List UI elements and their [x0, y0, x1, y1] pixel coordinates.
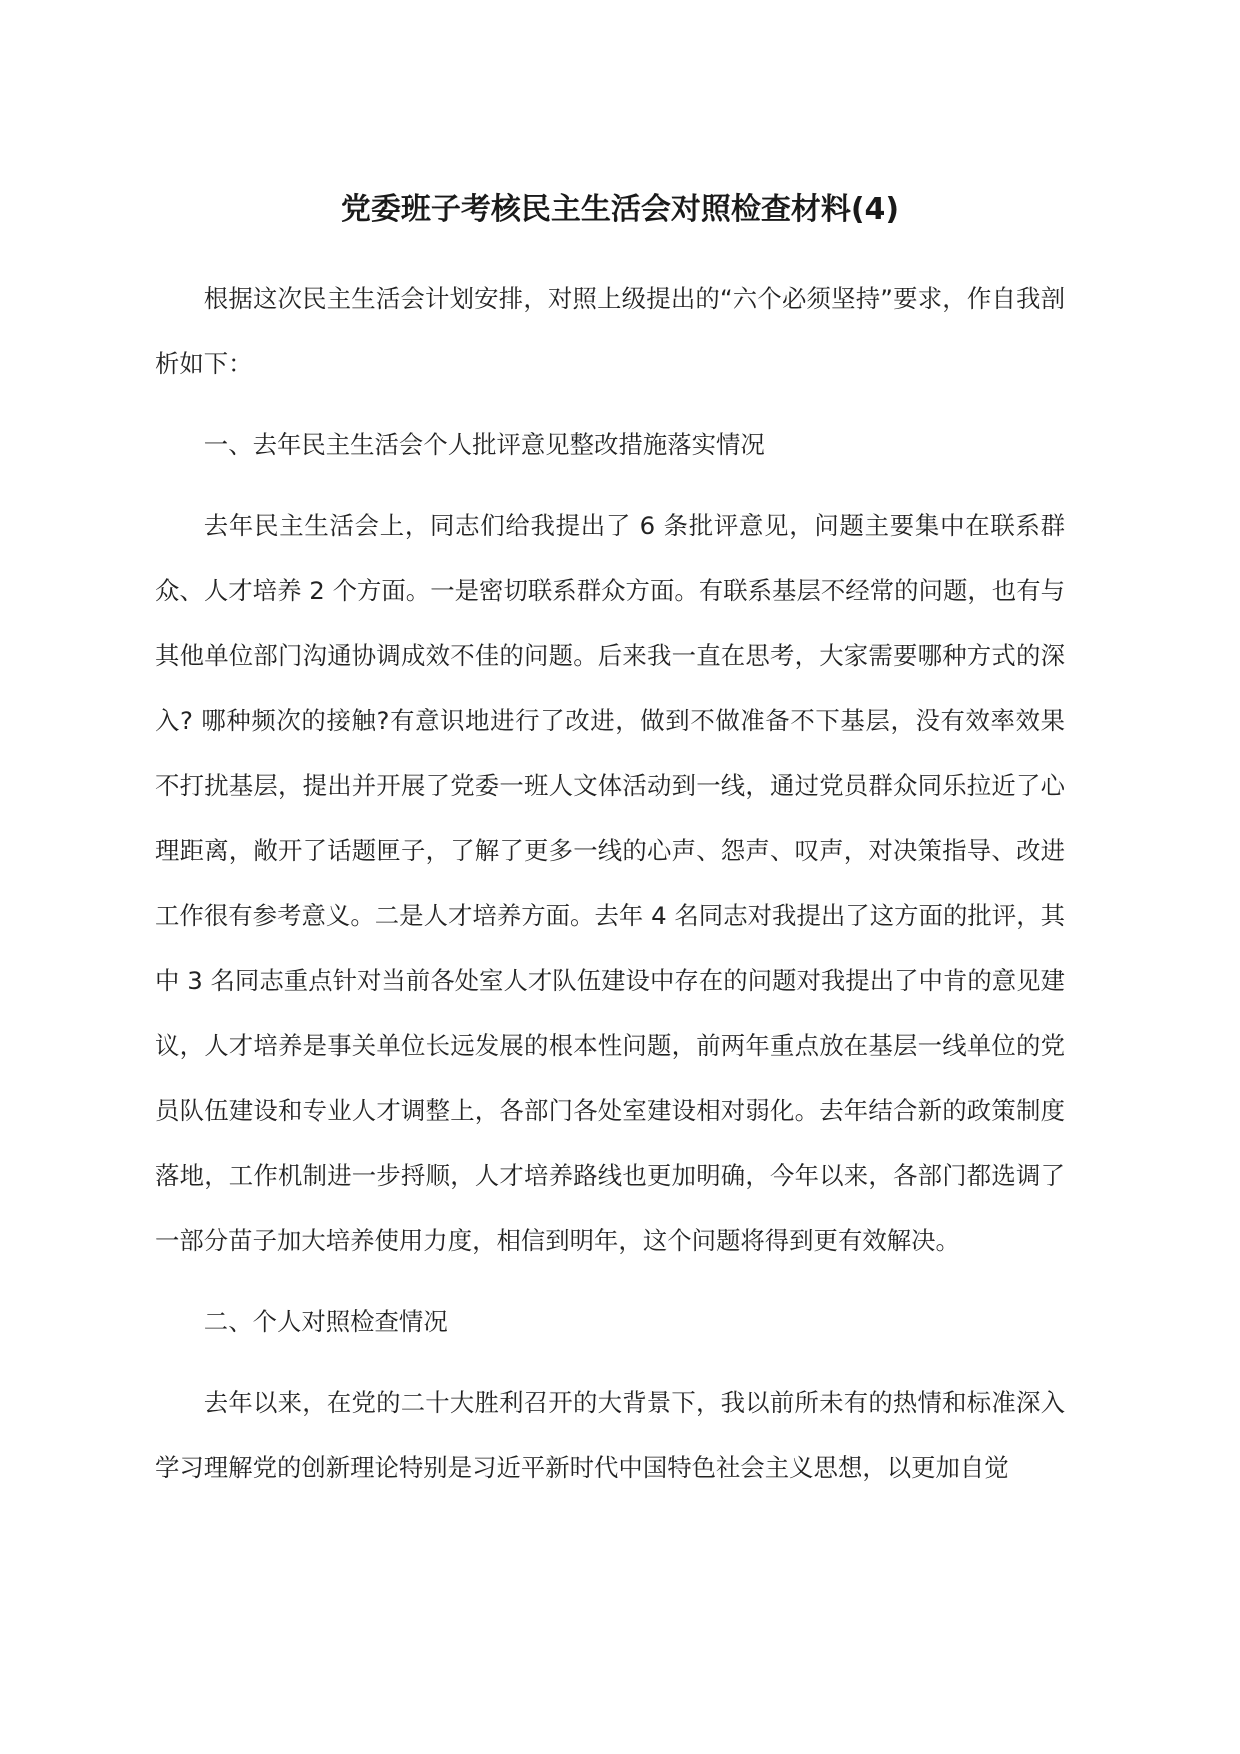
section-heading-1: 一、去年民主生活会个人批评意见整改措施落实情况 [203, 430, 765, 459]
section-1-paragraph: 去年民主生活会上，同志们给我提出了 6 条批评意见，问题主要集中在联系群众、人才培养 2 个方面。一是密切联系群众方面。有联系基层不经常的问题，也有与其他单位部门沟通协调成效不佳的问题。后来我一直在思考，大家需要哪种方式的深入? 哪种频次的接触?有意识地进行了改进，做到不做准备不下基层，没有效率效果不打扰基层，提出并开展了党委一班人文体活动到一线，通过党员群众同乐拉近了心理距离，敞开了话题匣子，了解了更多一线的心声、怨声、叹声，对决策指导、改进工作很有参考意义。二是人才培养方面。去年 4 名同志对我提出了这方面的批评，其中 3 名同志重点针对当前各处室人才队伍建设中存在的问题对我提出了中肯的意见建议，人才培养是事关单位长远发展的根本性问题，前两年重点放在基层一线单位的党员队伍建设和专业人才调整上，各部门各处室建设相对弱化。去年结合新的政策制度落地，工作机制进一步捋顺，人才培养路线也更加明确，今年以来，各部门都选调了一部分苗子加大培养使用力度，相信到明年，这个问题将得到更有效解决。 [155, 511, 1065, 1255]
intro-paragraph: 根据这次民主生活会计划安排，对照上级提出的“六个必须坚持”要求，作自我剖析如下： [155, 284, 1065, 378]
document-body [155, 266, 1065, 1500]
document-title: 党委班子考核民主生活会对照检查材料(4) [340, 192, 900, 227]
section-2-paragraph: 去年以来，在党的二十大胜利召开的大背景下，我以前所未有的热情和标准深入学习理解党的创新理论特别是习近平新时代中国特色社会主义思想，以更加自觉 [155, 1388, 1065, 1482]
section-heading-2: 二、个人对照检查情况 [203, 1307, 448, 1336]
